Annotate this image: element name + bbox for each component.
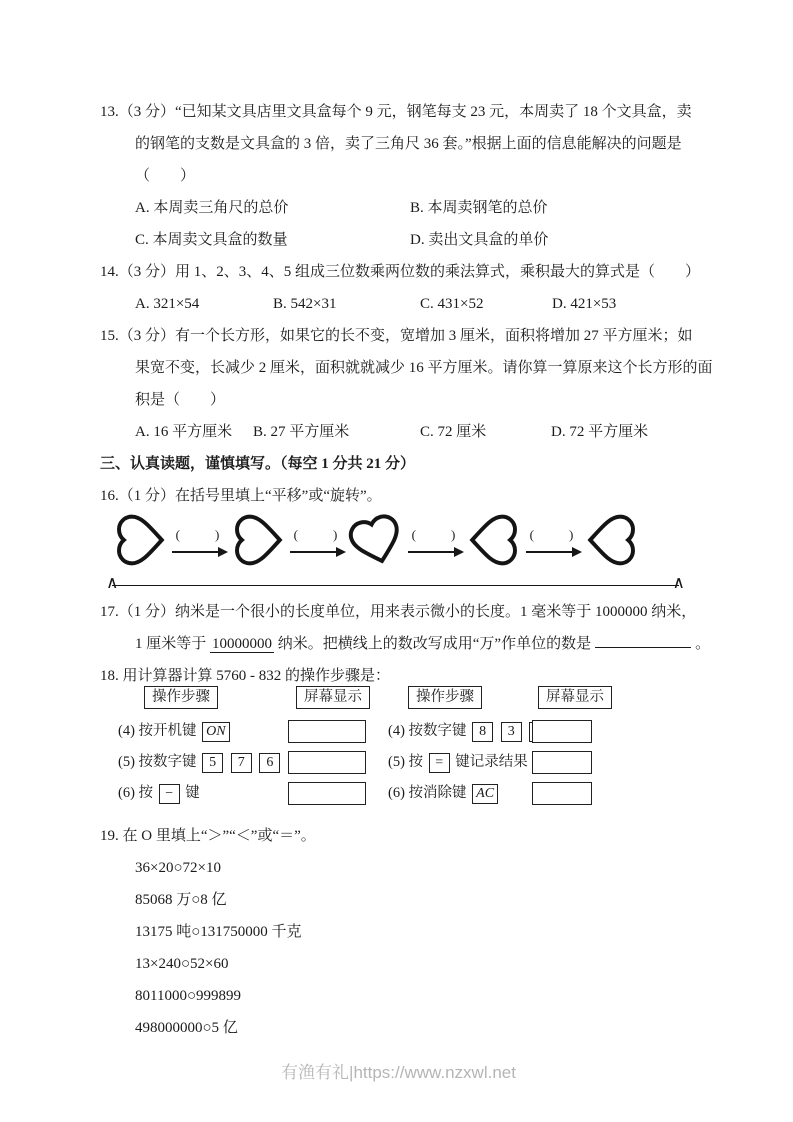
hearts-figure bbox=[100, 508, 697, 596]
option-15-b: B. 27 平方厘米 bbox=[253, 424, 350, 440]
question-15-line1: 15.（3 分）有一个长方形，如果它的长不变，宽增加 3 厘米，面积将增加 27 平方厘米；如 bbox=[100, 328, 693, 344]
calculator-key-7: 7 bbox=[231, 753, 252, 773]
option-15-c: C. 72 厘米 bbox=[420, 424, 487, 440]
comparison-item: 498000000○5 亿 bbox=[135, 1020, 238, 1036]
step-row-right-3 bbox=[388, 781, 500, 805]
question-14-options bbox=[100, 288, 697, 320]
calculator-key-ac: AC bbox=[472, 784, 498, 804]
transform-step bbox=[287, 528, 347, 553]
question-15-line3: 积是（ ） bbox=[135, 392, 226, 408]
question-13-options-row2 bbox=[100, 224, 697, 256]
step-text: (5) 按 bbox=[388, 754, 424, 770]
site-watermark: 有渔有礼|https://www.nzxwl.net bbox=[281, 1063, 516, 1082]
calculator-key-6: 6 bbox=[259, 753, 280, 773]
question-13-line2: 的钢笔的支数是文具盒的 3 倍，卖了三角尺 36 套。”根据上面的信息能解决的问题是 bbox=[135, 136, 682, 152]
underlined-number: 10000000 bbox=[212, 636, 273, 652]
question-19-line1: 19. 在 O 里填上“＞”“＜”或“＝”。 bbox=[100, 828, 316, 844]
heart-icon bbox=[466, 512, 522, 568]
question-19-items bbox=[100, 852, 697, 1044]
calculator-key-8: 8 bbox=[472, 722, 493, 742]
step-text: (4) 按开机键 bbox=[118, 723, 197, 739]
transform-step bbox=[405, 528, 465, 553]
step-row-left-2 bbox=[118, 750, 311, 774]
question-17 bbox=[100, 596, 711, 660]
option-14-b: B. 542×31 bbox=[273, 296, 337, 312]
heart-icon bbox=[584, 512, 640, 568]
question-16-line1: 16.（1 分）在括号里填上“平移”或“旋转”。 bbox=[100, 488, 382, 504]
calculator-steps-table bbox=[100, 686, 697, 820]
heart-icon bbox=[230, 512, 286, 568]
calculator-key-minus: − bbox=[159, 784, 180, 804]
display-box-empty bbox=[288, 782, 366, 805]
caret-right-icon: ∧ bbox=[672, 573, 685, 593]
question-17-line2-end: 。 bbox=[695, 636, 711, 652]
question-15-line2: 果宽不变，长减少 2 厘米，面积就就减少 16 平方厘米。请你算一算原来这个长方形的面 bbox=[135, 360, 713, 376]
question-18-line1: 18. 用计算器计算 5760 - 832 的操作步骤是： bbox=[100, 668, 390, 684]
step-text: (6) 按 bbox=[118, 785, 154, 801]
option-14-a: A. 321×54 bbox=[135, 296, 200, 312]
display-box-empty bbox=[532, 751, 592, 774]
heart-icon bbox=[341, 505, 410, 574]
question-14-line1: 14.（3 分）用 1、2、3、4、5 组成三位数乘两位数的乘法算式，乘积最大的算式是（ ） bbox=[100, 264, 701, 280]
comparison-item: 13175 吨○131750000 千克 bbox=[135, 924, 302, 940]
comparison-item: 85068 万○8 亿 bbox=[135, 892, 227, 908]
section-3-header: 三、认真读题，谨慎填写。（每空 1 分共 21 分） bbox=[100, 456, 416, 472]
question-14 bbox=[100, 256, 701, 320]
calculator-key-equals: = bbox=[429, 753, 450, 773]
table-header-display-left: 屏幕显示 bbox=[296, 686, 370, 709]
display-box-empty bbox=[288, 720, 366, 743]
question-13-line1: 13.（3 分）“已知某文具店里文具盒每个 9 元，钢笔每支 23 元，本周卖了 18 个文具盒，卖 bbox=[100, 104, 692, 120]
comparison-item: 13×240○52×60 bbox=[135, 956, 229, 972]
hearts-row bbox=[100, 508, 697, 572]
option-13-d: D. 卖出文具盒的单价 bbox=[410, 232, 549, 248]
step-text: (4) 按数字键 bbox=[388, 723, 467, 739]
arrow-right-icon bbox=[408, 551, 462, 553]
option-13-a: A. 本周卖三角尺的总价 bbox=[135, 200, 289, 216]
calculator-key-5: 5 bbox=[202, 753, 223, 773]
transform-step bbox=[169, 528, 229, 553]
display-box-empty bbox=[532, 782, 592, 805]
option-14-d: D. 421×53 bbox=[552, 296, 617, 312]
answer-blank-line bbox=[595, 634, 691, 648]
question-19 bbox=[100, 820, 697, 1044]
arrow-right-icon bbox=[172, 551, 226, 553]
table-header-steps-left: 操作步骤 bbox=[144, 686, 218, 709]
answer-bracket: ( ) bbox=[529, 526, 577, 542]
option-14-c: C. 431×52 bbox=[420, 296, 484, 312]
question-16 bbox=[100, 480, 697, 596]
step-row-right-2 bbox=[388, 750, 528, 774]
baseline-line bbox=[112, 585, 679, 586]
calculator-key-3: 3 bbox=[501, 722, 522, 742]
heart-icon bbox=[112, 512, 168, 568]
step-text: (5) 按数字键 bbox=[118, 754, 197, 770]
figure-baseline bbox=[100, 572, 697, 596]
step-text: 键 bbox=[185, 785, 200, 801]
answer-bracket: ( ) bbox=[293, 526, 341, 542]
question-17-line2-pre: 1 厘米等于 bbox=[135, 636, 211, 652]
question-17-line2-mid: 纳米。把横线上的数改写成用“万”作单位的数是 bbox=[274, 636, 592, 652]
comparison-item: 36×20○72×10 bbox=[135, 860, 221, 876]
arrow-right-icon bbox=[290, 551, 344, 553]
caret-left-icon: ∧ bbox=[106, 573, 119, 593]
question-18 bbox=[100, 660, 697, 820]
question-13-options-row1 bbox=[100, 192, 697, 224]
option-15-a: A. 16 平方厘米 bbox=[135, 424, 233, 440]
option-15-d: D. 72 平方厘米 bbox=[551, 424, 649, 440]
step-text: (6) 按消除键 bbox=[388, 785, 467, 801]
arrow-right-icon bbox=[526, 551, 580, 553]
option-13-b: B. 本周卖钢笔的总价 bbox=[410, 200, 548, 216]
calculator-key-on: ON bbox=[202, 722, 229, 742]
table-header-steps-right: 操作步骤 bbox=[408, 686, 482, 709]
option-13-c: C. 本周卖文具盒的数量 bbox=[135, 232, 288, 248]
step-text: 键记录结果 bbox=[455, 754, 528, 770]
question-13 bbox=[100, 96, 697, 256]
question-17-line2 bbox=[100, 628, 711, 660]
comparison-item: 8011000○999899 bbox=[135, 988, 242, 1004]
question-15 bbox=[100, 320, 713, 448]
question-15-options bbox=[100, 416, 697, 448]
question-13-answer-brackets: （ ） bbox=[135, 168, 196, 184]
answer-bracket: ( ) bbox=[175, 526, 223, 542]
question-17-line1: 17.（1 分）纳米是一个很小的长度单位，用来表示微小的长度。1 毫米等于 1000000 纳米， bbox=[100, 604, 697, 620]
step-row-left-1 bbox=[118, 719, 232, 743]
transform-step bbox=[523, 528, 583, 553]
step-row-left-3 bbox=[118, 781, 200, 805]
display-box-empty bbox=[532, 720, 592, 743]
step-row-right-1 bbox=[388, 719, 552, 743]
table-header-display-right: 屏幕显示 bbox=[538, 686, 612, 709]
display-box-empty bbox=[288, 751, 366, 774]
answer-bracket: ( ) bbox=[411, 526, 459, 542]
